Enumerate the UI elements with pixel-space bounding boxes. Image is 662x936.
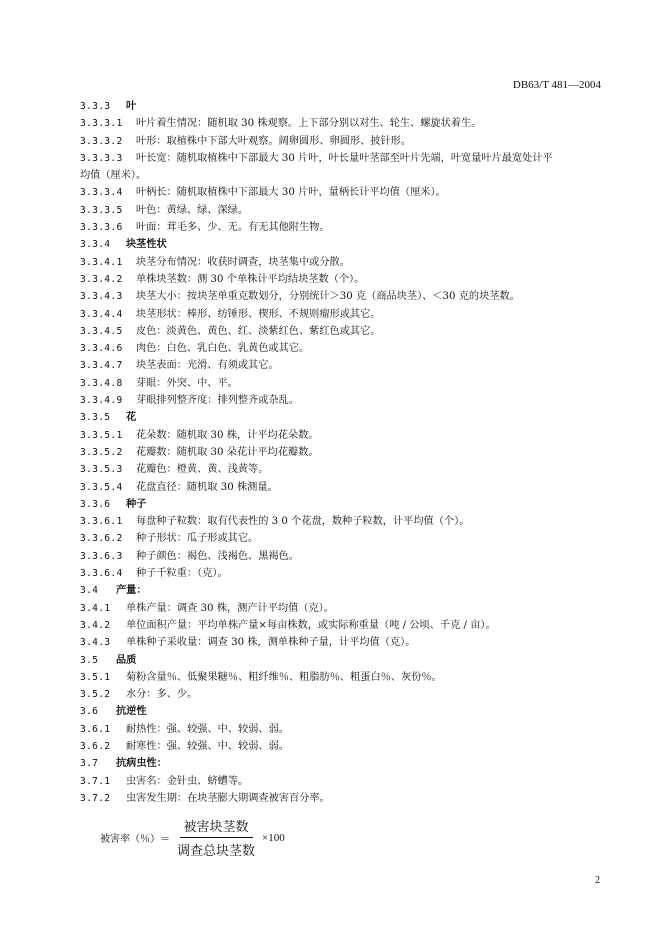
heading-text: 花 xyxy=(126,412,137,424)
clause-number: 3.3.4.7 xyxy=(80,360,123,372)
clause-line xyxy=(80,790,610,807)
clause-number: 3.3.5.2 xyxy=(80,446,123,458)
clause-text: 皮色：淡黄色、黄色、红、淡紫红色、紫红色或其它。 xyxy=(136,325,381,337)
clause-number: 3.3.4 xyxy=(80,239,111,251)
clause-number: 3.3.3.6 xyxy=(80,222,123,234)
clause-line xyxy=(80,340,610,357)
clause-text: 花盘直径：随机取 30 株测量。 xyxy=(136,481,278,493)
clause-number: 3.4.2 xyxy=(80,619,111,631)
formula-multiplier: ×100 xyxy=(262,831,285,844)
clause-text: 芽眼：外突、中、平。 xyxy=(136,377,238,389)
clause-line xyxy=(80,721,610,738)
clause-text: 叶面：茸毛多、少、无。有无其他附生物。 xyxy=(136,222,330,234)
clause-line xyxy=(80,202,610,219)
section-heading xyxy=(80,236,610,253)
clause-number: 3.3.4.1 xyxy=(80,256,123,268)
clause-line xyxy=(80,479,610,496)
clause-text: 耐热性：强、较强、中、较弱、弱。 xyxy=(126,723,289,735)
clause-line xyxy=(80,254,610,271)
clause-text: 种子形状：瓜子形或其它。 xyxy=(136,533,259,545)
clause-text: 虫害发生期：在块茎膨大期调查被害百分率。 xyxy=(126,792,330,804)
clause-line xyxy=(80,306,610,323)
clause-number: 3.3.4.8 xyxy=(80,377,123,389)
clause-line xyxy=(80,738,610,755)
clause-text: 花瓣色：橙黄、黄、浅黄等。 xyxy=(136,464,269,476)
clause-line xyxy=(80,184,610,201)
clause-text: 叶形：取植株中下部大叶观察。阔卵圆形、卵圆形、披针形。 xyxy=(136,135,412,147)
heading-text: 品质 xyxy=(116,654,137,666)
clause-number: 3.6.1 xyxy=(80,723,111,735)
page-number: 2 xyxy=(595,875,600,886)
clause-text: 单株种子采收量：调查 30 株，测单株种子量，计平均值（克）。 xyxy=(126,637,416,649)
clause-text: 块茎分布情况：收获时调查，块茎集中或分散。 xyxy=(136,256,350,268)
document-body xyxy=(80,98,610,807)
clause-line xyxy=(80,686,610,703)
clause-number: 3.3.5.4 xyxy=(80,481,123,493)
clause-number: 3.3.3.1 xyxy=(80,118,123,130)
formula-numerator: 被害块茎数 xyxy=(180,816,253,838)
clause-number: 3.3.3.2 xyxy=(80,135,123,147)
clause-line xyxy=(80,444,610,461)
clause-number: 3.3.4.9 xyxy=(80,395,123,407)
section-heading xyxy=(80,755,610,772)
clause-line xyxy=(80,375,610,392)
clause-text: 块茎大小：按块茎单重克数划分，分别统计＞30 克（商品块茎）、＜30 克的块茎数。 xyxy=(136,291,520,303)
clause-line xyxy=(80,357,610,374)
clause-text: 肉色：白色、乳白色、乳黄色或其它。 xyxy=(136,343,310,355)
clause-text: 每盘种子粒数：取有代表性的 3 0 个花盘，数种子粒数，计平均值（个）。 xyxy=(136,516,470,528)
section-heading xyxy=(80,496,610,513)
section-heading xyxy=(80,98,610,115)
clause-text: 单株块茎数：测 30 个单株计平均结块茎数（个）。 xyxy=(136,273,365,285)
clause-text: 均值（厘米）。 xyxy=(80,170,147,182)
clause-text: 叶长宽：随机取植株中下部最大 30 片叶，叶长量叶茎部至叶片先端，叶宽量叶片最宽处计平 xyxy=(136,152,553,164)
clause-line xyxy=(80,461,610,478)
clause-text: 单株产量：调查 30 株，测产计平均值（克）。 xyxy=(126,602,334,614)
clause-number: 3.6 xyxy=(80,706,99,718)
clause-number: 3.4.3 xyxy=(80,637,111,649)
clause-text: 花朵数：随机取 30 株，计平均花朵数。 xyxy=(136,429,319,441)
clause-number: 3.3.4.2 xyxy=(80,273,123,285)
clause-number: 3.3.5.3 xyxy=(80,464,123,476)
clause-text: 叶柄长：随机取植株中下部最大 30 片叶，量柄长计平均值（厘米）。 xyxy=(136,187,446,199)
clause-number: 3.3.4.6 xyxy=(80,343,123,355)
clause-number: 3.7 xyxy=(80,758,99,770)
clause-line xyxy=(80,288,610,305)
clause-text: 耐寒性：强、较强、中、较弱、弱。 xyxy=(126,740,289,752)
clause-line xyxy=(80,150,610,167)
clause-number: 3.3.3.5 xyxy=(80,204,123,216)
clause-line xyxy=(80,219,610,236)
heading-text: 种子 xyxy=(126,498,147,510)
clause-line xyxy=(80,617,610,634)
clause-line xyxy=(80,773,610,790)
clause-text: 虫害名：金针虫、蛴螬等。 xyxy=(126,775,249,787)
clause-line xyxy=(80,548,610,565)
formula-fraction xyxy=(173,816,259,859)
clause-text: 芽眼排列整齐度：排列整齐或杂乱。 xyxy=(136,395,299,407)
clause-number: 3.3.3 xyxy=(80,101,111,112)
clause-number: 3.4.1 xyxy=(80,602,111,614)
clause-line xyxy=(80,634,610,651)
clause-line xyxy=(80,115,610,132)
document-header: DB63/T 481—2004 xyxy=(512,79,601,91)
clause-number: 3.3.4.4 xyxy=(80,308,123,320)
clause-text: 花瓣数：随机取 30 朵花计平均花瓣数。 xyxy=(136,446,319,458)
clause-text: 块茎形状：棒形、纺锤形、楔形、不规则瘤形或其它。 xyxy=(136,308,381,320)
clause-line xyxy=(80,392,610,409)
clause-number: 3.3.6.3 xyxy=(80,550,123,562)
clause-number: 3.3.3.4 xyxy=(80,187,123,199)
clause-number: 3.3.5 xyxy=(80,412,111,424)
clause-number: 3.7.1 xyxy=(80,775,111,787)
clause-number: 3.4 xyxy=(80,585,99,597)
clause-line xyxy=(80,167,610,184)
heading-text: 叶 xyxy=(126,101,137,112)
clause-text: 菊粉含量％、低聚果糖％、粗纤维％、粗脂肪％、粗蛋白％、灰份％。 xyxy=(126,671,442,683)
clause-text: 块茎表面：光滑、有须或其它。 xyxy=(136,360,279,372)
heading-text: 抗病虫性： xyxy=(116,758,167,770)
clause-line xyxy=(80,530,610,547)
clause-number: 3.5.1 xyxy=(80,671,111,683)
section-heading xyxy=(80,652,610,669)
clause-text: 种子颜色：褐色、浅褐色、黑褐色。 xyxy=(136,550,299,562)
clause-line xyxy=(80,271,610,288)
clause-line xyxy=(80,565,610,582)
clause-number: 3.7.2 xyxy=(80,792,111,804)
section-heading xyxy=(80,703,610,720)
clause-line xyxy=(80,513,610,530)
section-heading xyxy=(80,582,610,599)
clause-number: 3.3.4.5 xyxy=(80,325,123,337)
clause-number: 3.3.4.3 xyxy=(80,291,123,303)
clause-number: 3.5 xyxy=(80,654,99,666)
clause-text: 叶片着生情况：随机取 30 株观察。上下部分别以对生、轮生、螺旋状着生。 xyxy=(136,118,482,130)
clause-line xyxy=(80,133,610,150)
clause-number: 3.3.5.1 xyxy=(80,429,123,441)
clause-text: 单位面积产量：平均单株产量×每亩株数，或实际称重量（吨 / 公顷、千克 / 亩）。 xyxy=(126,619,496,631)
clause-text: 水分：多、少。 xyxy=(126,689,198,701)
clause-number: 3.3.6 xyxy=(80,498,111,510)
section-heading xyxy=(80,409,610,426)
clause-line xyxy=(80,669,610,686)
clause-number: 3.3.6.2 xyxy=(80,533,123,545)
formula-label: 被害率（％）＝ xyxy=(100,834,170,845)
clause-number: 3.3.6.1 xyxy=(80,516,123,528)
heading-text: 产量： xyxy=(116,585,147,597)
clause-text: 叶色：黄绿、绿、深绿。 xyxy=(136,204,249,216)
formula-denominator: 调查总块茎数 xyxy=(177,844,256,859)
damage-rate-formula xyxy=(100,816,285,859)
clause-number: 3.6.2 xyxy=(80,740,111,752)
clause-text: 种子千粒重：（克）。 xyxy=(136,568,228,580)
clause-line xyxy=(80,427,610,444)
clause-number: 3.3.6.4 xyxy=(80,568,123,580)
clause-line xyxy=(80,600,610,617)
heading-text: 块茎性状 xyxy=(126,239,167,251)
clause-line xyxy=(80,323,610,340)
heading-text: 抗逆性 xyxy=(116,706,147,718)
clause-number: 3.3.3.3 xyxy=(80,152,123,164)
clause-number: 3.5.2 xyxy=(80,689,111,701)
